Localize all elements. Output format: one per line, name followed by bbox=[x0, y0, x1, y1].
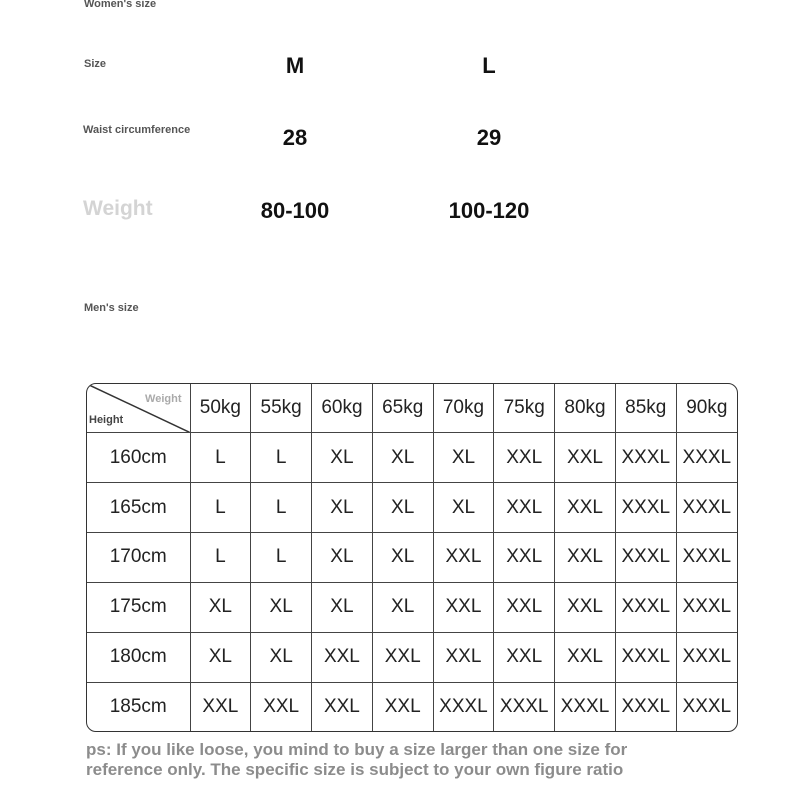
size-cell: L bbox=[251, 433, 312, 483]
size-cell: XXL bbox=[494, 533, 555, 583]
size-cell: XXL bbox=[555, 483, 616, 533]
size-cell: XXXL bbox=[676, 632, 737, 682]
size-cell: XXL bbox=[251, 682, 312, 731]
size-cell: XXL bbox=[372, 682, 433, 731]
size-cell: XXL bbox=[494, 433, 555, 483]
weight-header: 90kg bbox=[676, 384, 737, 433]
height-cell: 185cm bbox=[87, 682, 190, 731]
height-cell: 170cm bbox=[87, 533, 190, 583]
size-cell: XXXL bbox=[676, 582, 737, 632]
weight-header: 55kg bbox=[251, 384, 312, 433]
size-cell: XXXL bbox=[676, 483, 737, 533]
size-cell: XL bbox=[251, 582, 312, 632]
size-cell: XXL bbox=[555, 533, 616, 583]
size-cell: XXXL bbox=[676, 682, 737, 731]
size-cell: L bbox=[251, 483, 312, 533]
size-cell: XXXL bbox=[555, 682, 616, 731]
weight-header: 70kg bbox=[433, 384, 494, 433]
size-cell: XXXL bbox=[615, 682, 676, 731]
size-cell: XXL bbox=[555, 433, 616, 483]
size-cell: L bbox=[251, 533, 312, 583]
size-cell: XL bbox=[433, 433, 494, 483]
size-cell: XXL bbox=[372, 632, 433, 682]
women-weight-m: 80-100 bbox=[260, 198, 330, 223]
size-cell: XXXL bbox=[433, 682, 494, 731]
size-cell: L bbox=[190, 433, 251, 483]
women-waist-m: 28 bbox=[282, 125, 308, 150]
size-cell: XXL bbox=[555, 582, 616, 632]
size-cell: XXXL bbox=[615, 632, 676, 682]
table-corner-cell bbox=[87, 384, 190, 433]
size-cell: XXXL bbox=[676, 533, 737, 583]
weight-header: 80kg bbox=[555, 384, 616, 433]
weight-header: 65kg bbox=[372, 384, 433, 433]
size-cell: XL bbox=[251, 632, 312, 682]
size-cell: XXL bbox=[555, 632, 616, 682]
women-size-title: Women's size bbox=[84, 0, 157, 10]
size-cell: XXL bbox=[190, 682, 251, 731]
size-cell: XL bbox=[190, 582, 251, 632]
size-cell: XXL bbox=[312, 682, 373, 731]
women-weight-label: Weight bbox=[83, 197, 153, 220]
size-cell: L bbox=[190, 533, 251, 583]
weight-header: 60kg bbox=[312, 384, 373, 433]
women-size-label: Size bbox=[84, 58, 107, 70]
weight-header: 75kg bbox=[494, 384, 555, 433]
size-cell: XL bbox=[372, 433, 433, 483]
corner-height-label: Height bbox=[89, 414, 124, 427]
table-row bbox=[87, 433, 737, 483]
size-cell: XXL bbox=[312, 632, 373, 682]
women-size-l: L bbox=[482, 53, 496, 78]
height-cell: 165cm bbox=[87, 483, 190, 533]
size-cell: XXXL bbox=[615, 533, 676, 583]
height-cell: 160cm bbox=[87, 433, 190, 483]
table-row bbox=[87, 533, 737, 583]
table-row bbox=[87, 483, 737, 533]
table-header-row bbox=[87, 384, 737, 433]
size-cell: XXXL bbox=[615, 483, 676, 533]
size-cell: XXL bbox=[494, 582, 555, 632]
size-cell: XXL bbox=[494, 632, 555, 682]
size-cell: XL bbox=[190, 632, 251, 682]
size-cell: XL bbox=[372, 533, 433, 583]
size-note: ps: If you like loose, you mind to buy a size larger than one size for reference only. The specific size is subject to your own figure ratio bbox=[86, 740, 628, 779]
size-cell: XXL bbox=[433, 632, 494, 682]
size-cell: XL bbox=[312, 433, 373, 483]
size-cell: XXL bbox=[433, 582, 494, 632]
women-waist-label: Waist circumference bbox=[83, 124, 191, 136]
size-cell: XXXL bbox=[615, 582, 676, 632]
women-weight-l: 100-120 bbox=[448, 198, 530, 223]
height-cell: 180cm bbox=[87, 632, 190, 682]
women-size-m: M bbox=[285, 53, 305, 78]
weight-header: 50kg bbox=[190, 384, 251, 433]
table-row bbox=[87, 632, 737, 682]
size-cell: XXL bbox=[433, 533, 494, 583]
corner-weight-label: Weight bbox=[145, 393, 182, 405]
women-waist-l: 29 bbox=[476, 125, 502, 150]
table-row bbox=[87, 682, 737, 731]
weight-header: 85kg bbox=[615, 384, 676, 433]
size-cell: XL bbox=[312, 533, 373, 583]
size-cell: XL bbox=[312, 483, 373, 533]
size-cell: XL bbox=[372, 582, 433, 632]
size-cell: XXXL bbox=[676, 433, 737, 483]
height-cell: 175cm bbox=[87, 582, 190, 632]
size-cell: XXL bbox=[494, 483, 555, 533]
men-size-table bbox=[86, 383, 738, 732]
size-cell: XL bbox=[312, 582, 373, 632]
men-size-title: Men's size bbox=[84, 302, 139, 314]
table-row bbox=[87, 582, 737, 632]
size-cell: XXXL bbox=[494, 682, 555, 731]
size-cell: XXXL bbox=[615, 433, 676, 483]
size-cell: XL bbox=[372, 483, 433, 533]
size-cell: L bbox=[190, 483, 251, 533]
size-cell: XL bbox=[433, 483, 494, 533]
